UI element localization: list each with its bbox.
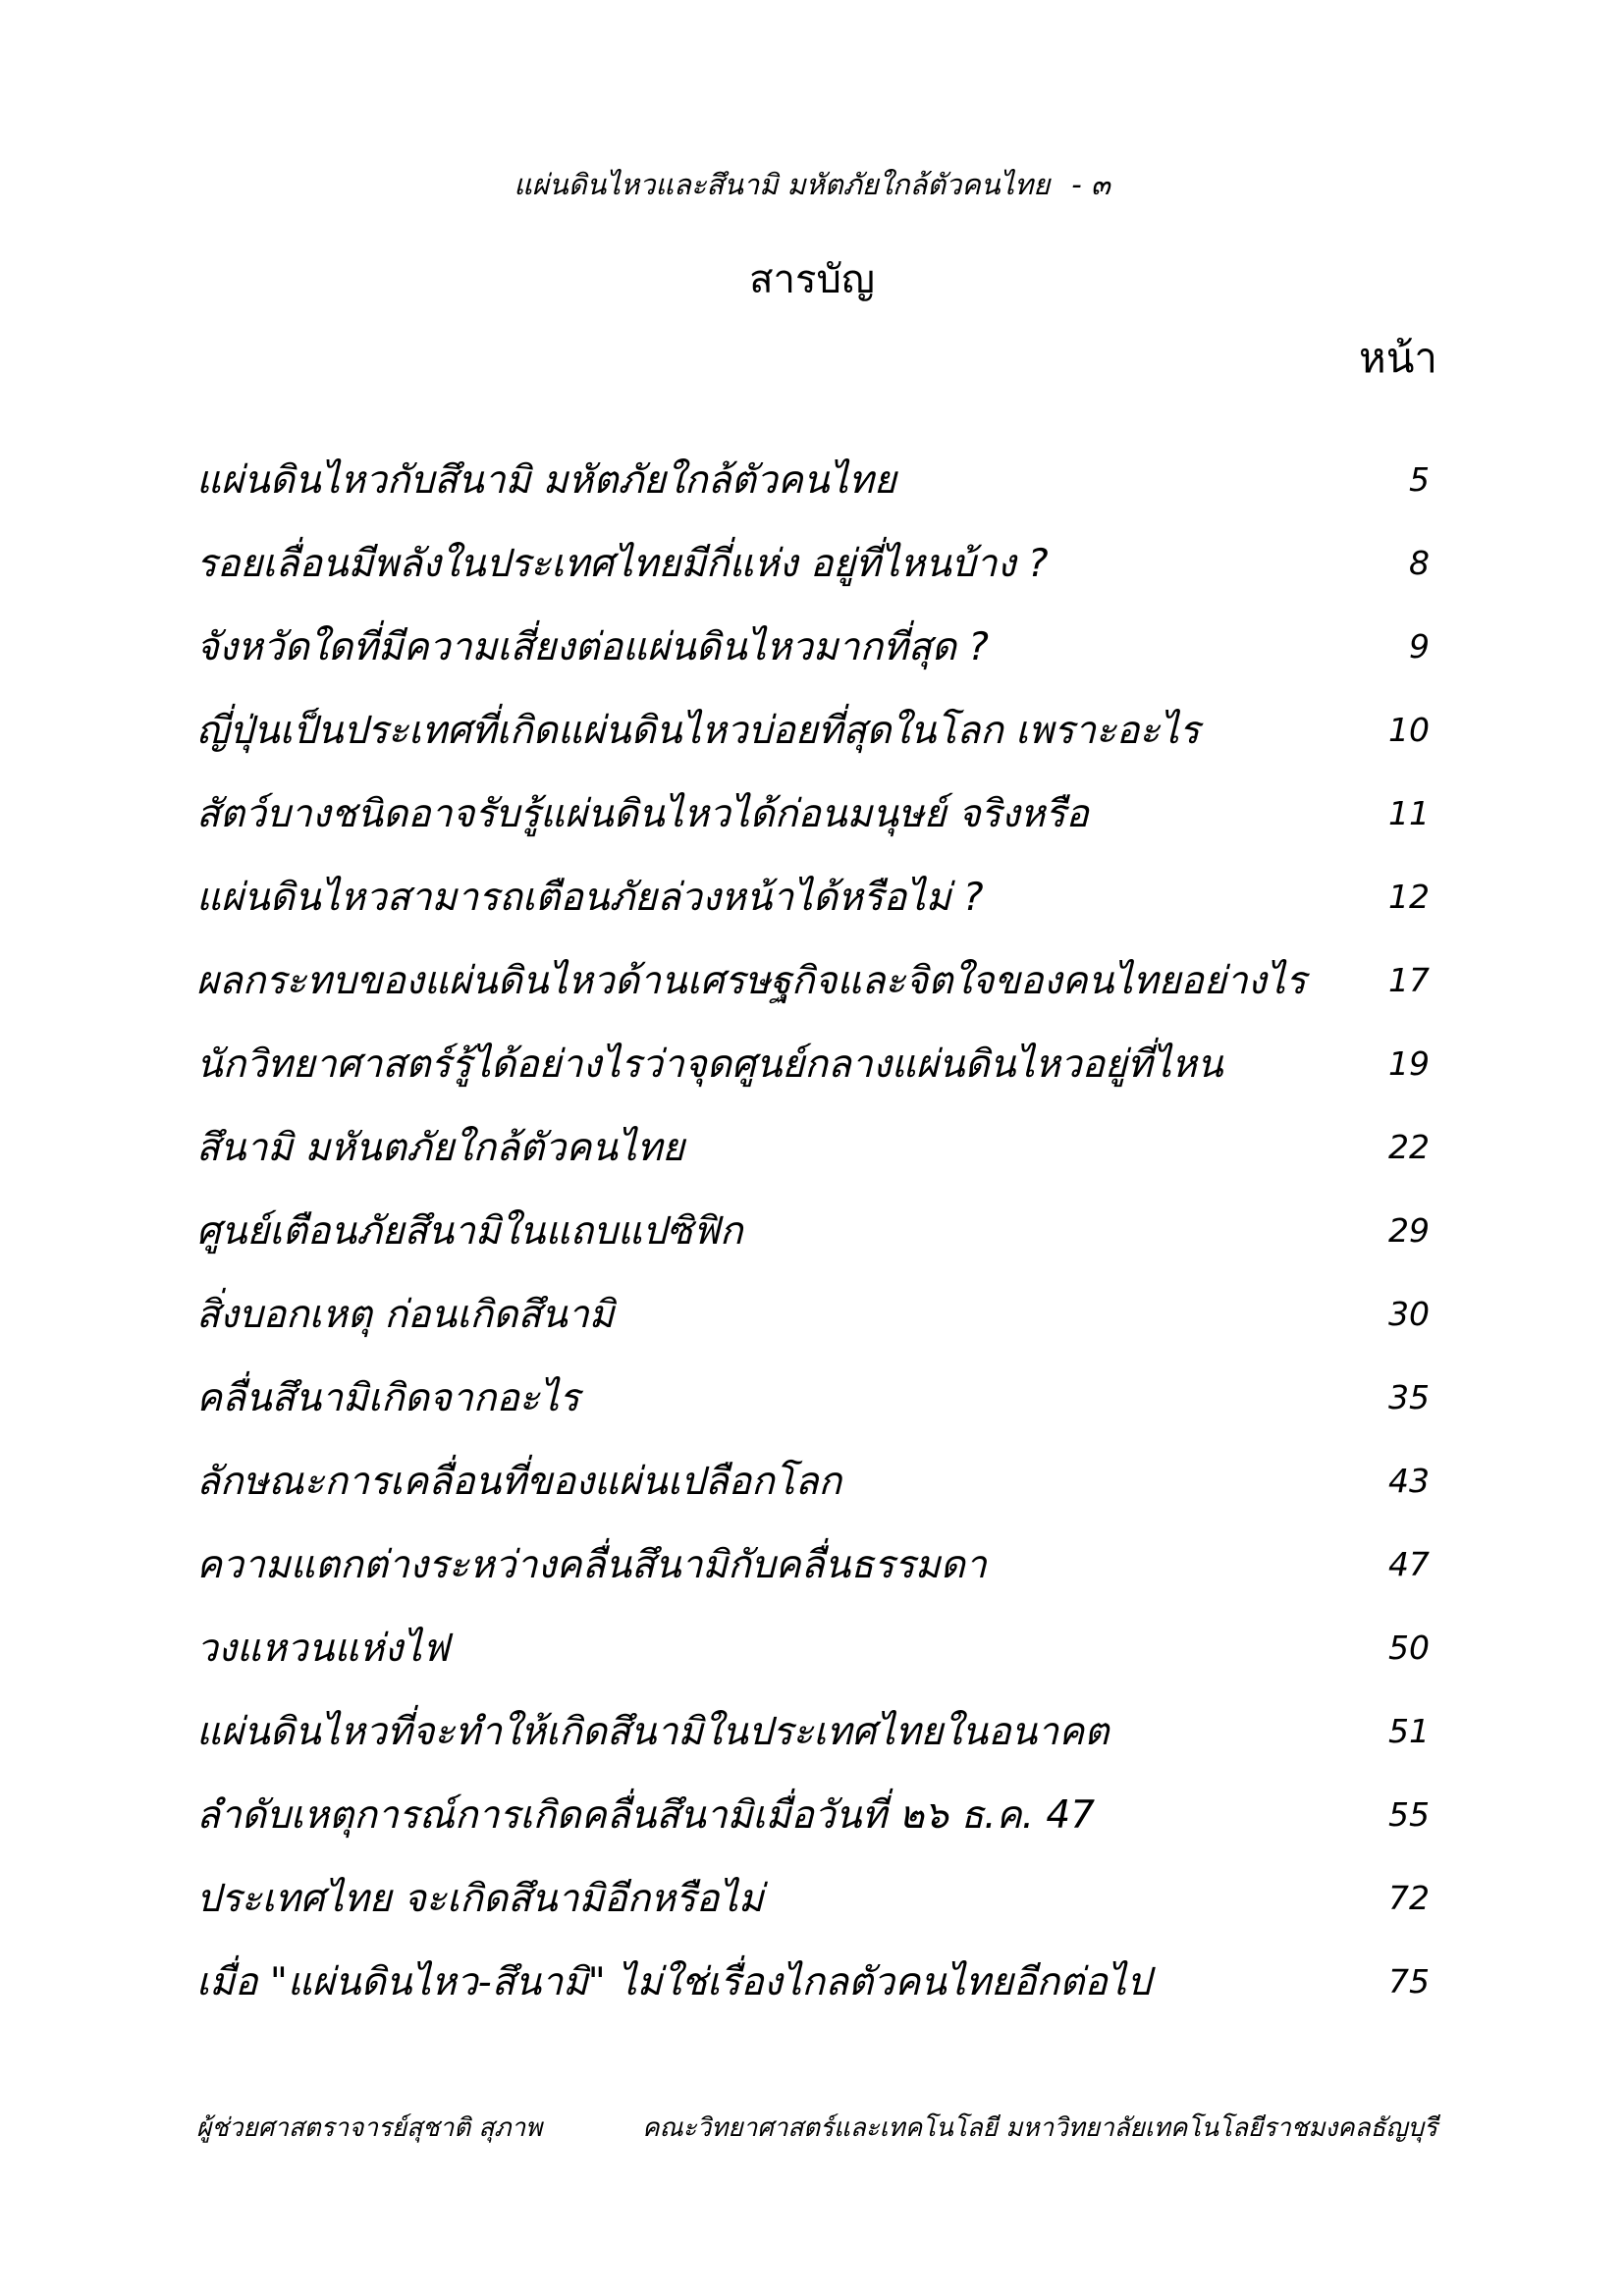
- toc-entry-title: ผลกระทบของแผ่นดินไหวด้านเศรษฐกิจและจิตใจของคนไทยอย่างไร: [196, 958, 1307, 1003]
- toc-entry: [196, 1022, 1437, 1105]
- toc-entry-title: วงแหวนแห่งไฟ: [196, 1626, 450, 1671]
- toc-entry: [196, 1356, 1437, 1439]
- page-footer: [196, 2109, 1437, 2148]
- table-of-contents: [196, 438, 1437, 2023]
- toc-entry-page: 43: [1388, 1462, 1430, 1500]
- running-header-page-number: - ๓: [1071, 168, 1110, 201]
- toc-entry-page: 12: [1388, 878, 1430, 916]
- toc-entry: [196, 1689, 1437, 1773]
- toc-entry-page: 11: [1388, 794, 1430, 832]
- toc-entry: [196, 521, 1437, 605]
- toc-entry: [196, 1272, 1437, 1356]
- toc-entry-title: ประเทศไทย จะเกิดสึนามิอีกหรือไม่: [196, 1876, 764, 1921]
- running-header: [0, 165, 1624, 204]
- toc-entry: [196, 688, 1437, 772]
- toc-entry-page: 75: [1388, 1962, 1430, 2001]
- toc-entry: [196, 1105, 1437, 1189]
- toc-entry: [196, 1189, 1437, 1272]
- toc-entry: [196, 1773, 1437, 1856]
- page-column-label: หน้า: [1359, 334, 1437, 382]
- footer-author: ผู้ช่วยศาสตราจารย์สุชาติ สุภาพ: [196, 2113, 543, 2143]
- toc-entry: [196, 1522, 1437, 1606]
- toc-entry-page: 10: [1388, 711, 1430, 749]
- toc-entry-title: แผ่นดินไหวที่จะทำให้เกิดสึนามิในประเทศไทยในอนาคต: [196, 1709, 1110, 1754]
- toc-entry-title: รอยเลื่อนมีพลังในประเทศไทยมีกี่แห่ง อยู่ที่ไหนบ้าง ?: [196, 541, 1049, 586]
- toc-entry-page: 22: [1388, 1128, 1430, 1166]
- toc-entry-page: 29: [1388, 1211, 1430, 1250]
- toc-entry-title: นักวิทยาศาสตร์รู้ได้อย่างไรว่าจุดศูนย์กลางแผ่นดินไหวอยู่ที่ไหน: [196, 1041, 1223, 1087]
- toc-entry-page: 51: [1388, 1712, 1430, 1750]
- toc-entry-title: จังหวัดใดที่มีความเสี่ยงต่อแผ่นดินไหวมากที่สุด ?: [196, 624, 990, 669]
- toc-entry-title: แผ่นดินไหวกับสึนามิ มหัตภัยใกล้ตัวคนไทย: [196, 457, 896, 503]
- toc-entry-title: ลักษณะการเคลื่อนที่ของแผ่นเปลือกโลก: [196, 1459, 842, 1504]
- toc-entry: [196, 1856, 1437, 1940]
- toc-entry-page: 55: [1388, 1795, 1430, 1834]
- toc-entry-title: ความแตกต่างระหว่างคลื่นสึนามิกับคลื่นธรรมดา: [196, 1542, 987, 1587]
- toc-entry-title: ลำดับเหตุการณ์การเกิดคลื่นสึนามิเมื่อวันที่ ๒๖ ธ.ค. 47: [196, 1792, 1096, 1838]
- toc-entry: [196, 1940, 1437, 2023]
- toc-entry-title: แผ่นดินไหวสามารถเตือนภัยล่วงหน้าได้หรือไม่ ?: [196, 875, 984, 920]
- toc-entry: [196, 438, 1437, 521]
- toc-entry-title: สึนามิ มหันตภัยใกล้ตัวคนไทย: [196, 1125, 685, 1170]
- page-title: สารบัญ: [749, 257, 875, 302]
- toc-entry-page: 17: [1388, 961, 1430, 999]
- toc-entry-title: สิ่งบอกเหตุ ก่อนเกิดสึนามิ: [196, 1292, 615, 1337]
- toc-entry: [196, 1606, 1437, 1689]
- toc-entry-title: คลื่นสึนามิเกิดจากอะไร: [196, 1375, 580, 1420]
- toc-entry-page: 19: [1388, 1044, 1430, 1083]
- running-header-title: แผ่นดินไหวและสึนามิ มหัตภัยใกล้ตัวคนไทย: [514, 168, 1051, 201]
- toc-entry: [196, 938, 1437, 1022]
- footer-affiliation: คณะวิทยาศาสตร์และเทคโนโลยี มหาวิทยาลัยเทคโนโลยีราชมงคลธัญบุรี: [642, 2113, 1437, 2143]
- toc-entry-title: สัตว์บางชนิดอาจรับรู้แผ่นดินไหวได้ก่อนมนุษย์ จริงหรือ: [196, 791, 1089, 836]
- toc-entry-page: 72: [1388, 1879, 1430, 1917]
- toc-entry-page: 50: [1388, 1629, 1430, 1667]
- toc-entry: [196, 772, 1437, 855]
- toc-entry: [196, 605, 1437, 688]
- toc-entry-page: 47: [1388, 1545, 1430, 1583]
- toc-entry: [196, 855, 1437, 938]
- toc-entry-title: เมื่อ "แผ่นดินไหว-สึนามิ" ไม่ใช่เรื่องไกลตัวคนไทยอีกต่อไป: [196, 1959, 1152, 2004]
- toc-entry-title: ศูนย์เตือนภัยสึนามิในแถบแปซิฟิก: [196, 1208, 743, 1254]
- toc-entry-page: 9: [1409, 627, 1430, 666]
- toc-entry-page: 8: [1409, 544, 1430, 582]
- toc-entry-page: 5: [1409, 460, 1430, 499]
- toc-entry-page: 30: [1388, 1295, 1430, 1333]
- toc-entry-page: 35: [1388, 1378, 1430, 1416]
- toc-entry-title: ญี่ปุ่นเป็นประเทศที่เกิดแผ่นดินไหวบ่อยที่สุดในโลก เพราะอะไร: [196, 708, 1200, 753]
- toc-entry: [196, 1439, 1437, 1522]
